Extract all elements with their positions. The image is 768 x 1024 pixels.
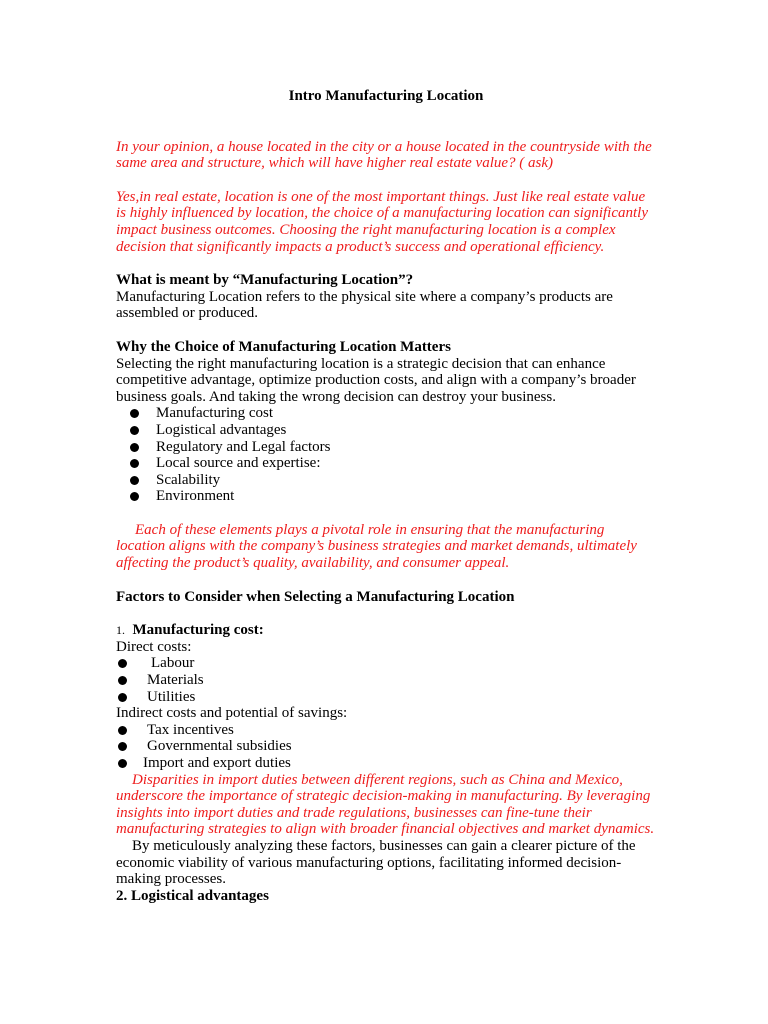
definition-paragraph: Manufacturing Location refers to the physical site where a company’s products are assembled or produced. bbox=[116, 288, 613, 322]
document-title: Intro Manufacturing Location bbox=[288, 88, 484, 104]
subsection-title: Manufacturing cost: bbox=[132, 622, 264, 639]
document-page bbox=[116, 88, 656, 904]
why-paragraph: Selecting the right manufacturing location is a strategic decision that can enhance competitive advantage, optimize production costs, and align with a company’s broader business goals. And taking the wrong decision can destroy your business. bbox=[116, 355, 636, 405]
subsection-heading-cost bbox=[116, 622, 656, 639]
direct-costs-label: Direct costs: bbox=[116, 638, 192, 655]
list-item: Manufacturing cost bbox=[116, 405, 656, 422]
indirect-costs-label: Indirect costs and potential of savings: bbox=[116, 705, 348, 722]
factors-list bbox=[116, 405, 656, 505]
section-heading-why: Why the Choice of Manufacturing Location Matters bbox=[116, 338, 451, 355]
list-item: Governmental subsidies bbox=[116, 738, 656, 755]
list-item: Tax incentives bbox=[116, 722, 656, 739]
section-heading-factors: Factors to Consider when Selecting a Manufacturing Location bbox=[116, 588, 515, 605]
answer-paragraph: Yes,in real estate, location is one of the most important things. Just like real estate value is highly influenced by location, the choice of a manufacturing location can significantly impact business outcomes. Choosing the right manufacturing location is a complex decision that significantly impacts a product’s success and operational efficiency. bbox=[116, 188, 648, 255]
list-item: Import and export duties bbox=[116, 755, 656, 772]
section-heading-definition: What is meant by “Manufacturing Location”? bbox=[116, 272, 414, 289]
list-item: Local source and expertise: bbox=[116, 455, 656, 472]
list-item: Utilities bbox=[116, 689, 656, 706]
question-paragraph: In your opinion, a house located in the city or a house located in the countryside with the same area and structure, which will have higher real estate value? ( ask) bbox=[116, 138, 652, 172]
list-item: Labour bbox=[116, 655, 656, 672]
subsection-number: 1. bbox=[116, 623, 125, 638]
list-item: Logistical advantages bbox=[116, 422, 656, 439]
subsection-heading-logistics: 2. Logistical advantages bbox=[116, 887, 269, 904]
indirect-costs-list bbox=[116, 722, 656, 772]
list-item: Environment bbox=[116, 488, 656, 505]
cost-conclusion: By meticulously analyzing these factors, businesses can gain a clearer picture of the economic viability of various manufacturing options, facilitating informed decision-making processes. bbox=[116, 837, 636, 888]
elements-note: Each of these elements plays a pivotal role in ensuring that the manufacturing location aligns with the company’s business strategies and market demands, ultimately affecting the product’s quality, availability, and consumer appeal. bbox=[116, 521, 637, 572]
list-item: Scalability bbox=[116, 472, 656, 489]
list-item: Materials bbox=[116, 672, 656, 689]
list-item: Regulatory and Legal factors bbox=[116, 439, 656, 456]
duties-note: Disparities in import duties between different regions, such as China and Mexico, underscore the importance of strategic decision-making in manufacturing. By leveraging insights into import duties and trade regulations, businesses can fine-tune their manufacturing strategies to align with broader financial objectives and market dynamics. bbox=[116, 771, 655, 838]
direct-costs-list bbox=[116, 655, 656, 705]
